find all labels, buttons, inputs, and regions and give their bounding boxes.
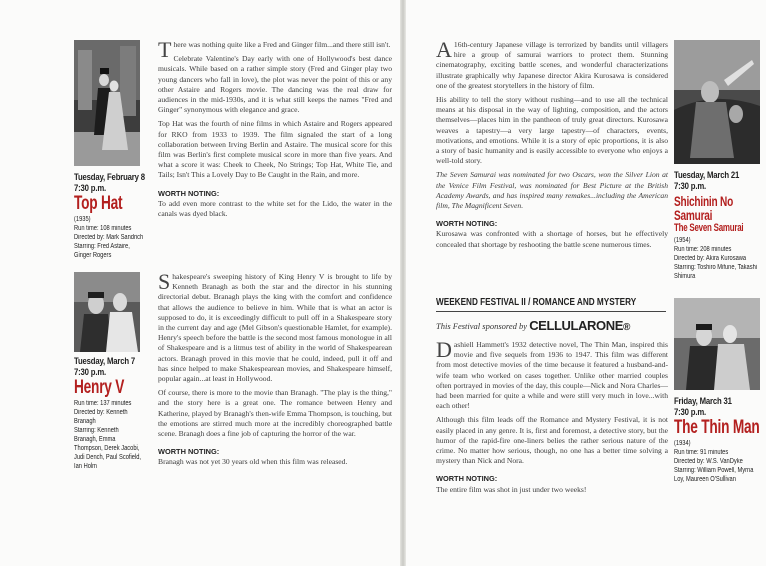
top-hat-date: Tuesday, February 8 <box>74 172 145 182</box>
thin-man-date: Friday, March 31 <box>674 396 732 406</box>
thin-man-worth-noting-text: The entire film was shot in just under two weeks! <box>436 484 587 494</box>
top-hat-runtime: Run time: 108 minutes <box>74 225 132 232</box>
top-hat-article <box>158 37 392 223</box>
top-hat-time: 7:30 p.m. <box>74 183 107 193</box>
thin-man-dropcap: D <box>436 337 452 362</box>
festival-sponsor <box>436 318 630 333</box>
seven-samurai-worth-noting-label: WORTH NOTING: <box>436 219 498 229</box>
thin-man-article <box>436 337 668 499</box>
festival-sponsor-prefix: This Festival sponsored by <box>436 321 528 331</box>
seven-samurai-photo <box>674 40 760 164</box>
henry-v-date: Tuesday, March 7 <box>74 356 136 366</box>
henry-v-worth-noting-text: Branagh was not yet 30 years old when this film was released. <box>158 457 348 467</box>
henry-v-starring: Starring: Kenneth Branagh, Emma Thompson, Derek Jacobi, Judi Dench, Paul Scofield, Ian Holm <box>74 427 142 470</box>
henry-v-time: 7:30 p.m. <box>74 367 107 377</box>
cellular-one-trademark: ® <box>623 322 630 333</box>
henry-v-info <box>74 356 144 471</box>
thin-man-worth-noting-label: WORTH NOTING: <box>436 474 498 484</box>
seven-samurai-runtime: Run time: 208 minutes <box>674 246 732 253</box>
seven-samurai-director: Directed by: Akira Kurosawa <box>674 255 747 262</box>
thin-man-intro: ashiell Hammett's 1932 detective novel, The Thin Man, inspired this movie and five sequels from 1936 to 1947. This film was different from most detective movies of the time because it featured a husband-and-wife team who worked on cases together. Unlike other married couples often portrayed in movies of the day, this couple—Nick and Nora Charles—had been married for quite a while and were still very much in love...with each other! <box>436 340 668 411</box>
thin-man-paragraph-2: Although this film leads off the Romance and Mystery Festival, it is not easily placed in any genre. It is, first and foremost, a detective story, but the humor of the rapid-fire one-liners belies the rather serious nature of the crime. No matter how serious, though, no one has a better time solving a mystery than Nick and Nora. <box>436 415 668 466</box>
top-hat-paragraph-2: Celebrate Valentine's Day early with one of Hollywood's best dance musicals. While based on a rather simple story (Fred and Ginger play two young dancers who fall in love), the plot was never the point of this or any other Astaire and Rogers movie. The dancing was the real draw for audiences in the mid-1930s, and it is what still keeps the names "Fred and Ginger" synonymous with elegance and grace. <box>158 54 392 115</box>
seven-samurai-intro: 16th-century Japanese village is terrorized by bandits until villagers hire a group of samurai warriors to protect them. Stunning cinematography, exciting battle scenes, and wonderful characterizations illustrate graphically why Japanese director Akira Kurosawa is considered one of the greatest storytellers in the history of film. <box>436 40 668 90</box>
thin-man-starring: Starring: William Powell, Myrna Loy, Maureen O'Sullivan <box>674 467 754 483</box>
top-hat-intro: here was nothing quite like a Fred and Ginger film...and there still isn't. <box>173 40 391 49</box>
top-hat-info <box>74 172 145 260</box>
top-hat-photo <box>74 40 140 166</box>
cellular-one-logo-text: CELLULARONE <box>529 318 624 333</box>
henry-v-title: Henry V <box>74 377 125 398</box>
festival-heading-rule <box>436 311 666 312</box>
thin-man-director: Directed by: W.S. VanDyke <box>674 458 743 465</box>
henry-v-runtime: Run time: 137 minutes <box>74 400 132 407</box>
right-page <box>406 0 766 566</box>
henry-v-director: Directed by: Kenneth Branagh <box>74 409 128 425</box>
thin-man-photo <box>674 298 760 390</box>
thin-man-info <box>674 396 764 484</box>
seven-samurai-article <box>436 37 668 254</box>
seven-samurai-date: Tuesday, March 21 <box>674 170 740 180</box>
henry-v-article <box>158 269 392 472</box>
thin-man-title: The Thin Man <box>674 417 760 438</box>
seven-samurai-title-line-2: Samurai <box>674 207 713 223</box>
thin-man-time: 7:30 p.m. <box>674 407 707 417</box>
seven-samurai-paragraph-3: The Seven Samurai was nominated for two Oscars, won the Silver Lion at the Venice Film Festival, was nominated for Best Picture at the British Academy Awards, and has inspired many remakes...including the American film, The Magnificent Seven. <box>436 170 668 211</box>
seven-samurai-title-line-1: Shichinin No <box>674 193 734 209</box>
top-hat-title: Top Hat <box>74 193 123 214</box>
festival-heading: WEEKEND FESTIVAL II / ROMANCE AND MYSTERY <box>436 296 637 308</box>
top-hat-paragraph-3: Top Hat was the fourth of nine films in which Astaire and Rogers appeared for RKO from 1933 to 1939. The film signaled the start of a long collaboration between Irving Berlin and Astaire. The musical score for this film was Berlin's first complete musical score in more than five years. And what a score it was: Cheek to Cheek, No Strings; Top Hat, White Tie, and Tails; Isn't This a Lovely Day to Be Caught in the Rain, and more. <box>158 119 392 180</box>
top-hat-worth-noting-label: WORTH NOTING: <box>158 188 220 198</box>
thin-man-runtime: Run time: 91 minutes <box>674 449 729 456</box>
henry-v-intro: hakespeare's sweeping history of King Henry V is brought to life by Kenneth Branagh as both the star and the director in his stunning directorial debut. Branagh plays the king with the comfort and confidence that allows the audience to believe in him. While that is what an actor is supposed to do, it is exceedingly difficult to pull off in a Shakespeare story in the current day and age (Mel Gibson's questionable Hamlet, for example). Henry's speech before the battle is the second most famous monologue in all of Shakespeare and is a litmus test of ability in the world of Shakespearean actors. Branagh proved in this movie that he could, indeed, pull it off and has since helped to make Shakespearean movies, and Shakespeare himself, popular again...at least in Hollywood. <box>158 272 392 384</box>
top-hat-director: Directed by: Mark Sandrich <box>74 234 144 241</box>
henry-v-paragraph-2: Of course, there is more to the movie than Branagh. "The play is the thing," and the story here is a great one. The romance between Henry and Katherine, played by Branagh's then-wife Emma Thompson, is touching, but the emotions are stirred much more at the incredibly choreographed battle scene. Branagh does a fine job of capturing the horror of the war. <box>158 388 392 439</box>
thin-man-year: (1934) <box>674 440 691 447</box>
top-hat-year: (1935) <box>74 216 91 223</box>
henry-v-dropcap: S <box>158 269 171 294</box>
top-hat-worth-noting-text: To add even more contrast to the white set for the Lido, the water in the canals was dyed black. <box>158 198 392 219</box>
cellular-one-logo <box>529 318 630 333</box>
henry-v-photo <box>74 272 140 352</box>
seven-samurai-time: 7:30 p.m. <box>674 181 707 191</box>
seven-samurai-info <box>674 170 764 281</box>
top-hat-dropcap: T <box>158 37 172 62</box>
top-hat-starring: Starring: Fred Astaire, Ginger Rogers <box>74 243 130 259</box>
seven-samurai-dropcap: A <box>436 37 452 62</box>
seven-samurai-english-title: The Seven Samurai <box>674 222 744 234</box>
henry-v-worth-noting-label: WORTH NOTING: <box>158 447 220 457</box>
seven-samurai-paragraph-2: His ability to tell the story without rushing—and to use all the technical means at his disposal in the way of lighting, composition, and the actors themselves—places him in the pantheon of truly great directors. Kurosawa weaves a tapestry—a very large tapestry—of characters, events, motivations, and emotions. While it is a story of epic proportions, it is also a story of basic humanity and is easily accessible to everyone who enjoys a well-told story. <box>436 95 668 166</box>
seven-samurai-starring: Starring: Toshiro Mifune, Takashi Shimura <box>674 264 758 280</box>
seven-samurai-worth-noting-text: Kurosawa was confronted with a shortage of horses, but he effectively concealed that shortage by reshooting the battle scene numerous times. <box>436 229 668 249</box>
seven-samurai-year: (1954) <box>674 237 691 244</box>
